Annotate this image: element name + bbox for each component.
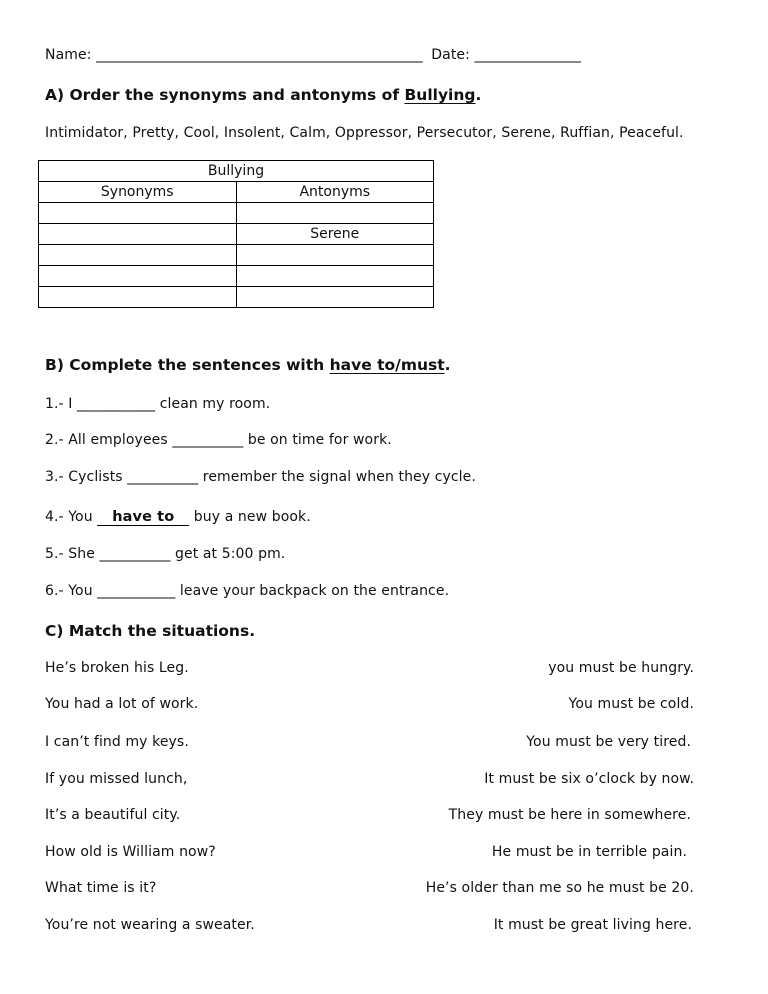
antonym-cell[interactable] xyxy=(236,203,434,224)
situation-left: You’re not wearing a sweater. xyxy=(45,917,255,933)
sentence-6: 6.- You ___________ leave your backpack on the entrance. xyxy=(45,583,450,599)
table-row xyxy=(39,224,434,245)
antonym-cell[interactable] xyxy=(236,287,434,308)
situation-left: You had a lot of work. xyxy=(45,696,199,712)
synonym-cell[interactable] xyxy=(39,224,237,245)
situation-right: He’s older than me so he must be 20. xyxy=(425,880,694,896)
situation-right: They must be here in somewhere. xyxy=(448,807,691,823)
situation-left: I can’t find my keys. xyxy=(45,734,189,750)
answer-blank[interactable]: __________ xyxy=(172,432,244,448)
name-label: Name: xyxy=(45,47,92,63)
answer-blank[interactable]: __________ xyxy=(99,546,171,562)
sentence-3: 3.- Cyclists __________ remember the signal when they cycle. xyxy=(45,469,476,485)
sentence-5: 5.- She __________ get at 5:00 pm. xyxy=(45,546,286,562)
synonym-antonym-table xyxy=(38,160,434,308)
section-c-title: C) Match the situations. xyxy=(45,622,256,640)
situation-right: It must be great living here. xyxy=(493,917,692,933)
sentence-1: 1.- I ___________ clean my room. xyxy=(45,396,271,412)
antonym-cell[interactable] xyxy=(236,245,434,266)
date-blank[interactable]: _______________ xyxy=(474,47,582,63)
table-row xyxy=(39,266,434,287)
column-header-antonyms: Antonyms xyxy=(236,182,434,203)
section-a-keyword: Bullying xyxy=(404,86,476,104)
sentence-4: 4.- You have to buy a new book. xyxy=(45,509,311,525)
section-b-keyword: have to/must xyxy=(329,356,445,374)
situation-left: How old is William now? xyxy=(45,844,216,860)
answer-blank[interactable]: __________ xyxy=(127,469,199,485)
filled-answer[interactable] xyxy=(97,509,189,526)
situation-left: It’s a beautiful city. xyxy=(45,807,181,823)
situation-right: You must be cold. xyxy=(568,696,694,712)
situation-right: It must be six o’clock by now. xyxy=(484,771,694,787)
answer-blank[interactable]: ___________ xyxy=(77,396,156,412)
section-a-title: A) Order the synonyms and antonyms of Bullying. xyxy=(45,86,482,104)
situation-right: You must be very tired. xyxy=(526,734,691,750)
situation-right: you must be hungry. xyxy=(548,660,694,676)
situation-left: He’s broken his Leg. xyxy=(45,660,189,676)
name-blank[interactable]: ______________________________________________ xyxy=(96,47,423,63)
antonym-cell[interactable] xyxy=(236,266,434,287)
situation-left: What time is it? xyxy=(45,880,157,896)
table-row xyxy=(39,245,434,266)
synonym-cell[interactable] xyxy=(39,287,237,308)
synonym-cell[interactable] xyxy=(39,266,237,287)
answer-blank[interactable]: ___________ xyxy=(97,583,176,599)
column-header-synonyms: Synonyms xyxy=(39,182,237,203)
situation-left: If you missed lunch, xyxy=(45,771,188,787)
word-list: Intimidator, Pretty, Cool, Insolent, Calm, Oppressor, Persecutor, Serene, Ruffian, Peaceful. xyxy=(45,125,684,141)
sentence-2: 2.- All employees __________ be on time for work. xyxy=(45,432,392,448)
table-row xyxy=(39,203,434,224)
synonym-cell[interactable] xyxy=(39,203,237,224)
answer-text: have to xyxy=(112,509,175,525)
table-title: Bullying xyxy=(39,161,434,182)
table-row xyxy=(39,287,434,308)
section-b-title: B) Complete the sentences with have to/must. xyxy=(45,356,451,374)
synonym-cell[interactable] xyxy=(39,245,237,266)
situation-right: He must be in terrible pain. xyxy=(491,844,687,860)
date-label: Date: xyxy=(431,47,470,63)
antonym-cell[interactable]: Serene xyxy=(236,224,434,245)
name-line xyxy=(45,47,581,63)
